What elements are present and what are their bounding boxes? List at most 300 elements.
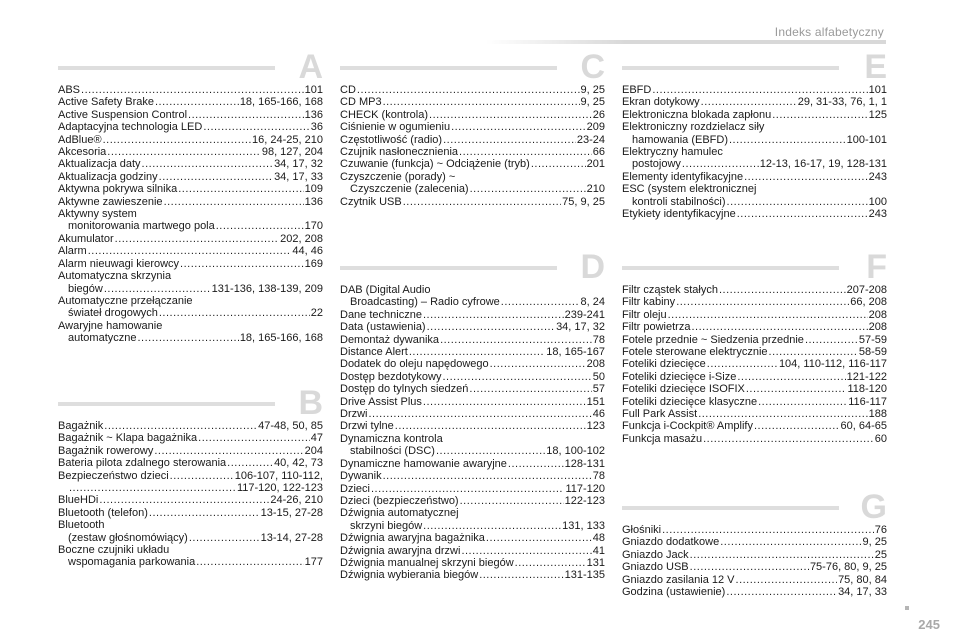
entry-pages: 66, 208 <box>850 296 887 309</box>
index-entry <box>58 196 323 208</box>
dot-leader <box>737 208 868 220</box>
index-entry <box>340 196 605 208</box>
dot-leader <box>805 334 858 346</box>
dot-leader <box>107 146 261 158</box>
section-letter: D <box>580 248 605 286</box>
entry-pages: 25 <box>874 548 887 561</box>
dot-leader <box>383 470 592 482</box>
dot-leader <box>159 171 273 183</box>
entry-pages: 243 <box>868 208 887 221</box>
dot-leader <box>137 332 238 344</box>
index-entry <box>58 507 323 519</box>
entry-pages: 12-13, 16-17, 19, 128-131 <box>759 158 887 171</box>
entry-term: Dzieci <box>340 482 370 495</box>
entry-term: Dźwignia awaryjna drzwi <box>340 544 461 557</box>
entry-term: Czuwanie (funkcja) ~ Odciążenie (tryb) <box>340 158 530 171</box>
entry-term: Alarm nieuwagi kierowcy <box>58 257 180 270</box>
dot-leader <box>443 371 592 383</box>
entry-pages: 78 <box>592 470 605 483</box>
entry-pages: 207-208 <box>846 284 887 296</box>
index-entry <box>58 233 323 245</box>
entry-term: Bateria pilota zdalnego sterowania <box>58 457 227 470</box>
entry-pages: 109 <box>304 183 323 196</box>
index-entry <box>622 96 887 108</box>
entry-term: świateł drogowych <box>68 307 158 320</box>
entry-term: Foteliki dziecięce ISOFIX <box>622 383 745 396</box>
dot-leader <box>501 296 580 308</box>
entry-pages: 75-76, 80, 9, 25 <box>809 561 887 574</box>
entry-term: Dźwignia manualnej skrzyni biegów <box>340 556 514 569</box>
dot-leader <box>479 569 563 581</box>
entry-pages: 34, 17, 32 <box>556 321 605 334</box>
page-number: 245 <box>918 617 940 632</box>
section-header <box>58 48 323 86</box>
index-entry <box>340 458 605 470</box>
index-entry <box>340 284 605 309</box>
entry-term: Dźwignia automatycznej <box>340 507 459 520</box>
entry-term: biegów <box>68 282 103 295</box>
index-entry <box>58 208 323 233</box>
entry-pages: 101 <box>304 84 323 96</box>
section-f <box>622 248 887 445</box>
section-header <box>340 48 605 86</box>
entry-term: Elementy identyfikacyjne <box>622 170 744 183</box>
entry-term: EBFD <box>622 84 652 96</box>
entry-pages: 13-14, 27-28 <box>260 531 323 544</box>
entry-term: Foteliki dziecięce <box>622 358 706 371</box>
dot-leader <box>719 284 846 296</box>
index-entry <box>58 96 323 108</box>
entry-pages: 18, 165-166, 168 <box>239 96 323 109</box>
entry-term: Aktywne zawieszenie <box>58 195 163 208</box>
index-entry <box>340 84 605 96</box>
entry-pages: 60 <box>874 432 887 445</box>
index-entry <box>58 109 323 121</box>
dot-leader <box>104 283 211 295</box>
index-entry <box>340 569 605 581</box>
dot-leader <box>676 296 849 308</box>
index-entry <box>622 549 887 561</box>
entry-pages: 128-131 <box>564 457 605 470</box>
entry-term: DAB (Digital Audio <box>340 284 431 296</box>
entry-pages: 131 <box>586 556 605 569</box>
dot-leader <box>461 545 591 557</box>
entry-term: Gniazdo dodatkowe <box>622 536 720 549</box>
entry-pages: 100-101 <box>846 133 887 146</box>
dot-leader <box>81 84 304 96</box>
header-rule <box>486 40 886 44</box>
entry-term: hamowania (EBFD) <box>632 133 728 146</box>
entry-pages: 210 <box>586 183 605 196</box>
index-entry <box>340 545 605 557</box>
entry-pages: 123 <box>586 420 605 433</box>
entry-pages: 188 <box>868 408 887 421</box>
entry-pages: 201 <box>586 158 605 171</box>
dot-leader <box>155 96 239 108</box>
entry-list <box>622 524 887 598</box>
index-entry <box>622 171 887 183</box>
dot-leader <box>427 321 555 333</box>
entry-term: automatyczne <box>68 332 137 345</box>
index-entry <box>340 121 605 133</box>
entry-term: wspomagania parkowania <box>68 556 196 569</box>
entry-pages: 136 <box>304 195 323 208</box>
section-a <box>58 48 323 345</box>
entry-list <box>340 84 605 208</box>
entry-term: Active Suspension Control <box>58 108 188 121</box>
dot-leader <box>164 196 304 208</box>
index-entry <box>340 420 605 432</box>
dot-leader <box>409 346 545 358</box>
entry-term: Dane techniczne <box>340 308 422 321</box>
entry-term: Data (ustawienia) <box>340 321 426 334</box>
entry-term: Fotele przednie ~ Siedzenia przednie <box>622 333 804 346</box>
index-entry <box>622 420 887 432</box>
entry-term: Głośniki <box>622 524 662 536</box>
entry-term: Automatyczna skrzynia <box>58 270 172 283</box>
dot-leader <box>459 146 592 158</box>
index-entry <box>340 158 605 170</box>
entry-pages: 29, 31-33, 76, 1, 1 <box>797 96 887 109</box>
dot-leader <box>668 309 868 321</box>
dot-leader <box>698 408 867 420</box>
dot-leader <box>515 557 586 569</box>
entry-list <box>340 284 605 582</box>
section-c <box>340 48 605 208</box>
entry-term: Godzina (ustawienie) <box>622 586 726 599</box>
dot-leader <box>508 458 564 470</box>
entry-pages: 121-122 <box>846 370 887 383</box>
index-entry <box>622 334 887 346</box>
entry-pages: 101 <box>868 84 887 96</box>
entry-pages: 57 <box>592 383 605 396</box>
entry-term: Dostęp bezdotykowy <box>340 370 442 383</box>
entry-term: Bluetooth (telefon) <box>58 506 148 519</box>
section-rule <box>340 66 557 70</box>
dot-leader <box>198 432 310 444</box>
entry-pages: 24-26, 210 <box>270 494 323 507</box>
dot-leader <box>429 109 592 121</box>
entry-pages: 136 <box>304 108 323 121</box>
dot-leader <box>99 494 269 506</box>
entry-term: Ciśnienie w ogumieniu <box>340 121 451 134</box>
entry-list <box>58 84 323 345</box>
dot-leader <box>451 121 586 133</box>
entry-pages: 117-120 <box>565 482 605 495</box>
entry-term: Gniazdo USB <box>622 561 689 574</box>
entry-term: Dynamiczna kontrola <box>340 432 443 445</box>
dot-leader <box>470 183 586 195</box>
entry-term: Broadcasting) – Radio cyfrowe <box>350 296 500 309</box>
dot-leader <box>180 258 304 270</box>
entry-term: Aktualizacja daty <box>58 158 141 171</box>
dot-leader <box>737 371 845 383</box>
index-entry <box>622 358 887 370</box>
entry-pages: 57-59 <box>858 333 887 346</box>
dot-leader <box>443 134 576 146</box>
dot-leader <box>88 245 292 257</box>
entry-pages: 18, 100-102 <box>546 445 605 458</box>
entry-term: Elektryczny hamulec <box>622 146 723 159</box>
entry-pages: 58-59 <box>858 346 887 359</box>
entry-term: Dynamiczne hamowanie awaryjne <box>340 457 507 470</box>
index-entry <box>622 284 887 296</box>
entry-pages: 34, 17, 33 <box>838 586 887 599</box>
index-entry <box>58 84 323 96</box>
index-entry <box>622 84 887 96</box>
dot-leader <box>758 396 847 408</box>
section-rule <box>340 266 557 270</box>
dot-leader <box>403 196 561 208</box>
entry-term: Boczne czujniki układu <box>58 544 170 557</box>
entry-pages: 104, 110-112, 116-117 <box>778 358 887 371</box>
section-letter: B <box>298 384 323 422</box>
entry-pages: 34, 17, 32 <box>274 158 323 171</box>
section-rule <box>622 266 839 270</box>
entry-term: Demontaż dywanika <box>340 333 440 346</box>
dot-leader <box>460 495 564 507</box>
dot-leader <box>149 507 260 519</box>
section-b <box>58 384 323 569</box>
index-entry <box>622 296 887 308</box>
entry-pages: 78 <box>592 333 605 346</box>
index-entry <box>622 586 887 598</box>
index-entry <box>622 208 887 220</box>
dot-leader <box>440 334 592 346</box>
entry-term: Alarm <box>58 245 87 258</box>
index-entry <box>340 557 605 569</box>
section-e <box>622 48 887 221</box>
entry-term: Dźwignia awaryjna bagażnika <box>340 532 485 545</box>
index-entry <box>622 536 887 548</box>
entry-pages: 208 <box>868 308 887 321</box>
dot-leader <box>227 457 273 469</box>
index-entry <box>340 334 605 346</box>
dot-leader <box>701 96 797 108</box>
entry-pages: 47-48, 50, 85 <box>258 420 323 432</box>
entry-term: Bagażnik ~ Klapa bagażnika <box>58 432 198 445</box>
index-entry <box>340 146 605 158</box>
index-entry <box>58 494 323 506</box>
entry-term: Elektroniczny rozdzielacz siły <box>622 121 765 134</box>
dot-leader <box>729 134 846 146</box>
entry-term: Filtr oleju <box>622 308 667 321</box>
entry-pages: 131-136, 138-139, 209 <box>211 282 323 295</box>
entry-pages: 122-123 <box>564 494 605 507</box>
entry-pages: 170 <box>304 220 323 233</box>
entry-pages: 46 <box>592 408 605 421</box>
entry-pages: 66 <box>592 146 605 159</box>
index-entry <box>340 396 605 408</box>
dot-leader <box>703 433 874 445</box>
entry-pages: 208 <box>868 321 887 334</box>
entry-term: ABS <box>58 84 81 96</box>
page-header-title: Indeks alfabetyczny <box>774 25 884 39</box>
entry-term: Automatyczne przełączanie <box>58 294 193 307</box>
entry-term: Dostęp do tylnych siedzeń <box>340 383 469 396</box>
dot-leader <box>142 158 274 170</box>
entry-pages: 34, 17, 33 <box>274 170 323 183</box>
dot-leader <box>469 383 591 395</box>
index-entry <box>340 383 605 395</box>
entry-pages: 243 <box>868 170 887 183</box>
entry-term: Drzwi <box>340 408 368 421</box>
entry-term: Filtr kabiny <box>622 296 676 309</box>
dot-leader <box>196 556 303 568</box>
section-header <box>622 48 887 86</box>
index-entry <box>58 295 323 320</box>
index-entry <box>58 519 323 544</box>
entry-term: stabilności (DSC) <box>350 445 435 458</box>
entry-term: Drive Assist Plus <box>340 395 422 408</box>
index-entry <box>622 433 887 445</box>
index-entry <box>58 258 323 270</box>
dot-leader <box>395 420 586 432</box>
dot-leader <box>357 84 580 96</box>
dot-leader <box>203 121 309 133</box>
index-entry <box>622 524 887 536</box>
entry-list <box>622 84 887 220</box>
dot-leader <box>744 171 868 183</box>
dot-leader <box>727 196 868 208</box>
entry-term: AdBlue® <box>58 133 102 146</box>
entry-pages: 131, 133 <box>562 519 605 532</box>
index-entry <box>622 383 887 395</box>
index-entry <box>58 270 323 295</box>
entry-pages: 76 <box>874 524 887 536</box>
index-entry <box>622 309 887 321</box>
entry-pages: 208 <box>586 358 605 371</box>
dot-leader <box>189 532 260 544</box>
entry-term: Akcesoria <box>58 146 107 159</box>
entry-term: Częstotliwość (radio) <box>340 133 443 146</box>
entry-term: Dodatek do oleju napędowego <box>340 358 489 371</box>
section-rule <box>58 66 275 70</box>
index-entry <box>58 320 323 345</box>
entry-term: CHECK (kontrola) <box>340 108 429 121</box>
entry-term: Gniazdo Jack <box>622 548 689 561</box>
entry-term: Ekran dotykowy <box>622 96 700 109</box>
index-entry <box>340 171 605 196</box>
entry-term: Aktualizacja godziny <box>58 170 158 183</box>
entry-pages: 177 <box>304 556 323 569</box>
dot-leader <box>216 220 304 232</box>
index-entry <box>622 183 887 208</box>
entry-pages: 18, 165-166, 168 <box>239 332 323 345</box>
entry-pages: 8, 24 <box>580 296 605 309</box>
entry-term: skrzyni biegów <box>350 519 423 532</box>
entry-pages: 100 <box>868 195 887 208</box>
entry-pages: 9, 25 <box>580 96 605 109</box>
section-g <box>622 488 887 599</box>
index-entry <box>340 134 605 146</box>
index-entry <box>58 134 323 146</box>
entry-term: Czyszczenie (zalecenia) <box>350 183 469 196</box>
entry-pages: 47 <box>310 432 323 445</box>
dot-leader <box>104 420 257 432</box>
index-entry <box>622 109 887 121</box>
index-entry <box>58 146 323 158</box>
entry-pages: 22 <box>310 307 323 320</box>
index-entry <box>622 321 887 333</box>
dot-leader <box>754 420 840 432</box>
entry-pages: 23-24 <box>576 133 605 146</box>
index-entry <box>622 346 887 358</box>
index-entry <box>58 183 323 195</box>
entry-term: (zestaw głośnomówiący) <box>68 531 188 544</box>
dot-leader <box>531 158 586 170</box>
entry-pages: 75, 80, 84 <box>838 573 887 586</box>
entry-pages: 41 <box>592 544 605 557</box>
entry-term: Czujnik nasłonecznienia <box>340 146 459 159</box>
index-entry <box>340 371 605 383</box>
dot-leader <box>103 134 251 146</box>
entry-term: Bagażnik rowerowy <box>58 444 154 457</box>
entry-term: kontroli stabilności) <box>632 195 726 208</box>
dot-leader <box>682 158 759 170</box>
index-entry <box>340 532 605 544</box>
index-entry <box>340 346 605 358</box>
dot-leader <box>736 574 838 586</box>
index-entry <box>340 96 605 108</box>
dot-leader <box>69 482 236 494</box>
index-entry <box>58 158 323 170</box>
section-letter: E <box>864 48 887 86</box>
entry-pages: 44, 46 <box>292 245 323 258</box>
dot-leader <box>769 346 858 358</box>
index-entry <box>622 121 887 146</box>
entry-pages: 204 <box>304 444 323 457</box>
entry-term: Dzieci (bezpieczeństwo) <box>340 494 459 507</box>
index-entry <box>622 371 887 383</box>
entry-pages: 98, 127, 204 <box>261 146 323 159</box>
entry-term: Adaptacyjna technologia LED <box>58 121 203 134</box>
dot-leader <box>371 483 564 495</box>
entry-pages: 131-135 <box>564 569 605 582</box>
entry-term: Fotele sterowane elektrycznie <box>622 346 768 359</box>
entry-term: Full Park Assist <box>622 408 698 421</box>
section-d <box>340 248 605 582</box>
entry-term: postojowy <box>632 158 681 171</box>
index-entry <box>340 408 605 420</box>
index-entry <box>622 561 887 573</box>
section-letter: G <box>860 488 887 526</box>
entry-pages: 125 <box>868 108 887 121</box>
dot-leader <box>652 84 867 96</box>
entry-pages: 16, 24-25, 210 <box>252 133 323 146</box>
dot-leader <box>423 396 586 408</box>
entry-term: Drzwi tylne <box>340 420 394 433</box>
dot-leader <box>383 96 580 108</box>
entry-term: Distance Alert <box>340 346 408 359</box>
index-entry <box>58 420 323 432</box>
entry-pages: 60, 64-65 <box>840 420 887 433</box>
index-entry <box>58 121 323 133</box>
section-header <box>58 384 323 422</box>
entry-term: Awaryjne hamowanie <box>58 319 163 332</box>
index-entry <box>340 358 605 370</box>
entry-pages: 151 <box>586 395 605 408</box>
entry-pages: 50 <box>592 370 605 383</box>
index-entry <box>340 433 605 458</box>
entry-term: Dźwignia wybierania biegów <box>340 569 479 582</box>
dot-leader <box>178 183 303 195</box>
page-dot <box>905 606 909 610</box>
index-entry <box>58 445 323 457</box>
entry-pages: 13-15, 27-28 <box>260 506 323 519</box>
entry-pages: 209 <box>586 121 605 134</box>
dot-leader <box>423 309 564 321</box>
